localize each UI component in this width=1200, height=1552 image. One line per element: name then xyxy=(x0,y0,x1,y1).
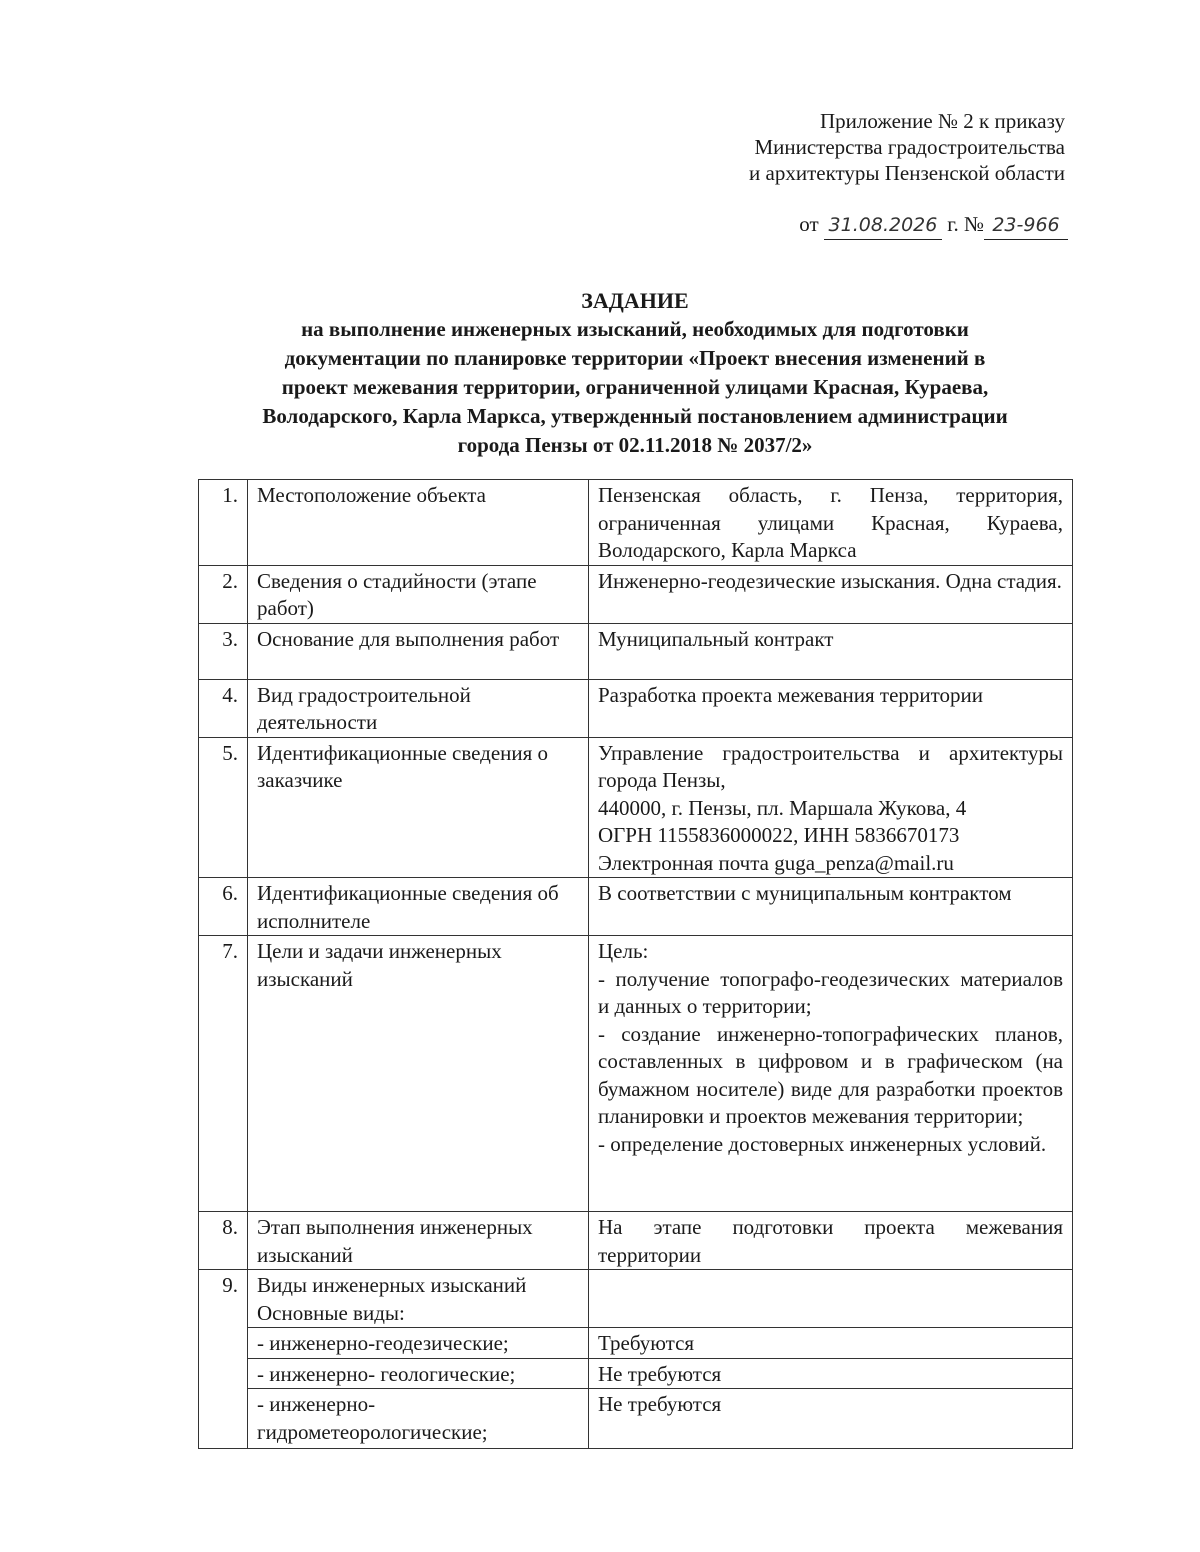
row-value xyxy=(589,936,1073,1212)
order-number-handwritten: 23-966 xyxy=(984,211,1068,240)
customer-line: 440000, г. Пензы, пл. Маршала Жукова, 4 xyxy=(598,795,967,820)
heading-line-1: на выполнение инженерных изысканий, необходимых для подготовки xyxy=(301,317,969,341)
row-label: - инженерно-гидрометеорологические; xyxy=(248,1389,589,1449)
row-number-empty xyxy=(199,1389,248,1449)
row-label: - инженерно-геодезические; xyxy=(248,1328,589,1359)
document-title: ЗАДАНИЕ xyxy=(581,288,689,313)
row-number: 5. xyxy=(199,737,248,878)
row-value: Пензенская область, г. Пенза, территория, ограниченная улицами Красная, Кураева, Володарского, Карла Маркса xyxy=(589,480,1073,566)
row-number-empty xyxy=(199,1358,248,1389)
row-value: Не требуются xyxy=(589,1389,1073,1449)
heading-line-3: проект межевания территории, ограниченной улицами Красная, Кураева, xyxy=(281,375,989,399)
table-row xyxy=(199,737,1073,878)
row-number: 9. xyxy=(199,1270,248,1328)
table-row xyxy=(199,1212,1073,1270)
table-row xyxy=(199,679,1073,737)
goal-heading: Цель: xyxy=(598,939,649,963)
order-date-number xyxy=(799,210,1068,240)
row-label: Цели и задачи инженерных изысканий xyxy=(248,936,589,1212)
row-label: Сведения о стадийности (этапе работ) xyxy=(248,565,589,623)
heading-line-5: города Пензы от 02.11.2018 № 2037/2» xyxy=(457,433,813,457)
order-prefix: от xyxy=(799,212,819,236)
row-value: Инженерно-геодезические изыскания. Одна стадия. xyxy=(589,565,1073,623)
row-value: На этапе подготовки проекта межевания территории xyxy=(589,1212,1073,1270)
table-row xyxy=(199,623,1073,679)
customer-line: Управление градостроительства и архитектуры города Пензы, xyxy=(598,740,1063,792)
row-label: - инженерно- геологические; xyxy=(248,1358,589,1389)
row-label: Идентификационные сведения о заказчике xyxy=(248,737,589,878)
row-number: 3. xyxy=(199,623,248,679)
table-row xyxy=(199,1389,1073,1449)
table-row xyxy=(199,1358,1073,1389)
appendix-line-3: и архитектуры Пензенской области xyxy=(749,161,1065,185)
table-row xyxy=(199,1328,1073,1359)
order-year-suffix: г. xyxy=(947,212,959,236)
row-value: В соответствии с муниципальным контрактом xyxy=(589,878,1073,936)
row-label: Местоположение объекта xyxy=(248,480,589,566)
row-label: Этап выполнения инженерных изысканий xyxy=(248,1212,589,1270)
survey-types-label: Виды инженерных изысканий xyxy=(257,1273,527,1297)
row-number: 7. xyxy=(199,936,248,1212)
table-row xyxy=(199,936,1073,1212)
table-row xyxy=(199,878,1073,936)
table-row xyxy=(199,480,1073,566)
appendix-line-1: Приложение № 2 к приказу xyxy=(820,109,1065,133)
row-value: Разработка проекта межевания территории xyxy=(589,679,1073,737)
row-value xyxy=(589,737,1073,878)
row-value: Не требуются xyxy=(589,1358,1073,1389)
heading-line-2: документации по планировке территории «Проект внесения изменений в xyxy=(284,346,986,370)
row-label: Основание для выполнения работ xyxy=(248,623,589,679)
row-value xyxy=(589,1270,1073,1328)
row-value: Муниципальный контракт xyxy=(589,623,1073,679)
row-label xyxy=(248,1270,589,1328)
customer-email-line: Электронная почта guga_penza@mail.ru xyxy=(598,850,954,875)
row-number-empty xyxy=(199,1328,248,1359)
task-table xyxy=(198,479,1073,1449)
document-heading xyxy=(170,286,1100,460)
main-types-label: Основные виды: xyxy=(257,1300,405,1325)
goal-item: - определение достоверных инженерных условий. xyxy=(598,1131,1047,1156)
row-value: Требуются xyxy=(589,1328,1073,1359)
table-row xyxy=(199,565,1073,623)
row-number: 6. xyxy=(199,878,248,936)
table-row xyxy=(199,1270,1073,1328)
row-number: 2. xyxy=(199,565,248,623)
row-number: 1. xyxy=(199,480,248,566)
appendix-block xyxy=(749,108,1065,186)
row-number: 4. xyxy=(199,679,248,737)
order-date-handwritten: 31.08.2026 xyxy=(824,211,942,240)
heading-line-4: Володарского, Карла Маркса, утвержденный постановлением администрации xyxy=(262,404,1008,428)
row-number: 8. xyxy=(199,1212,248,1270)
customer-line: ОГРН 1155836000022, ИНН 5836670173 xyxy=(598,823,960,847)
row-label: Идентификационные сведения об исполнителе xyxy=(248,878,589,936)
row-label: Вид градостроительной деятельности xyxy=(248,679,589,737)
goal-item: - получение топографо-геодезических материалов и данных о территории; xyxy=(598,966,1063,1018)
goal-item: - создание инженерно-топографических планов, составленных в цифровом и в графическом (на бумажном носителе) виде для разработки проектов планировки и проектов межевания территории; xyxy=(598,1021,1063,1128)
order-number-prefix: № xyxy=(963,212,984,236)
appendix-line-2: Министерства градостроительства xyxy=(754,135,1065,159)
